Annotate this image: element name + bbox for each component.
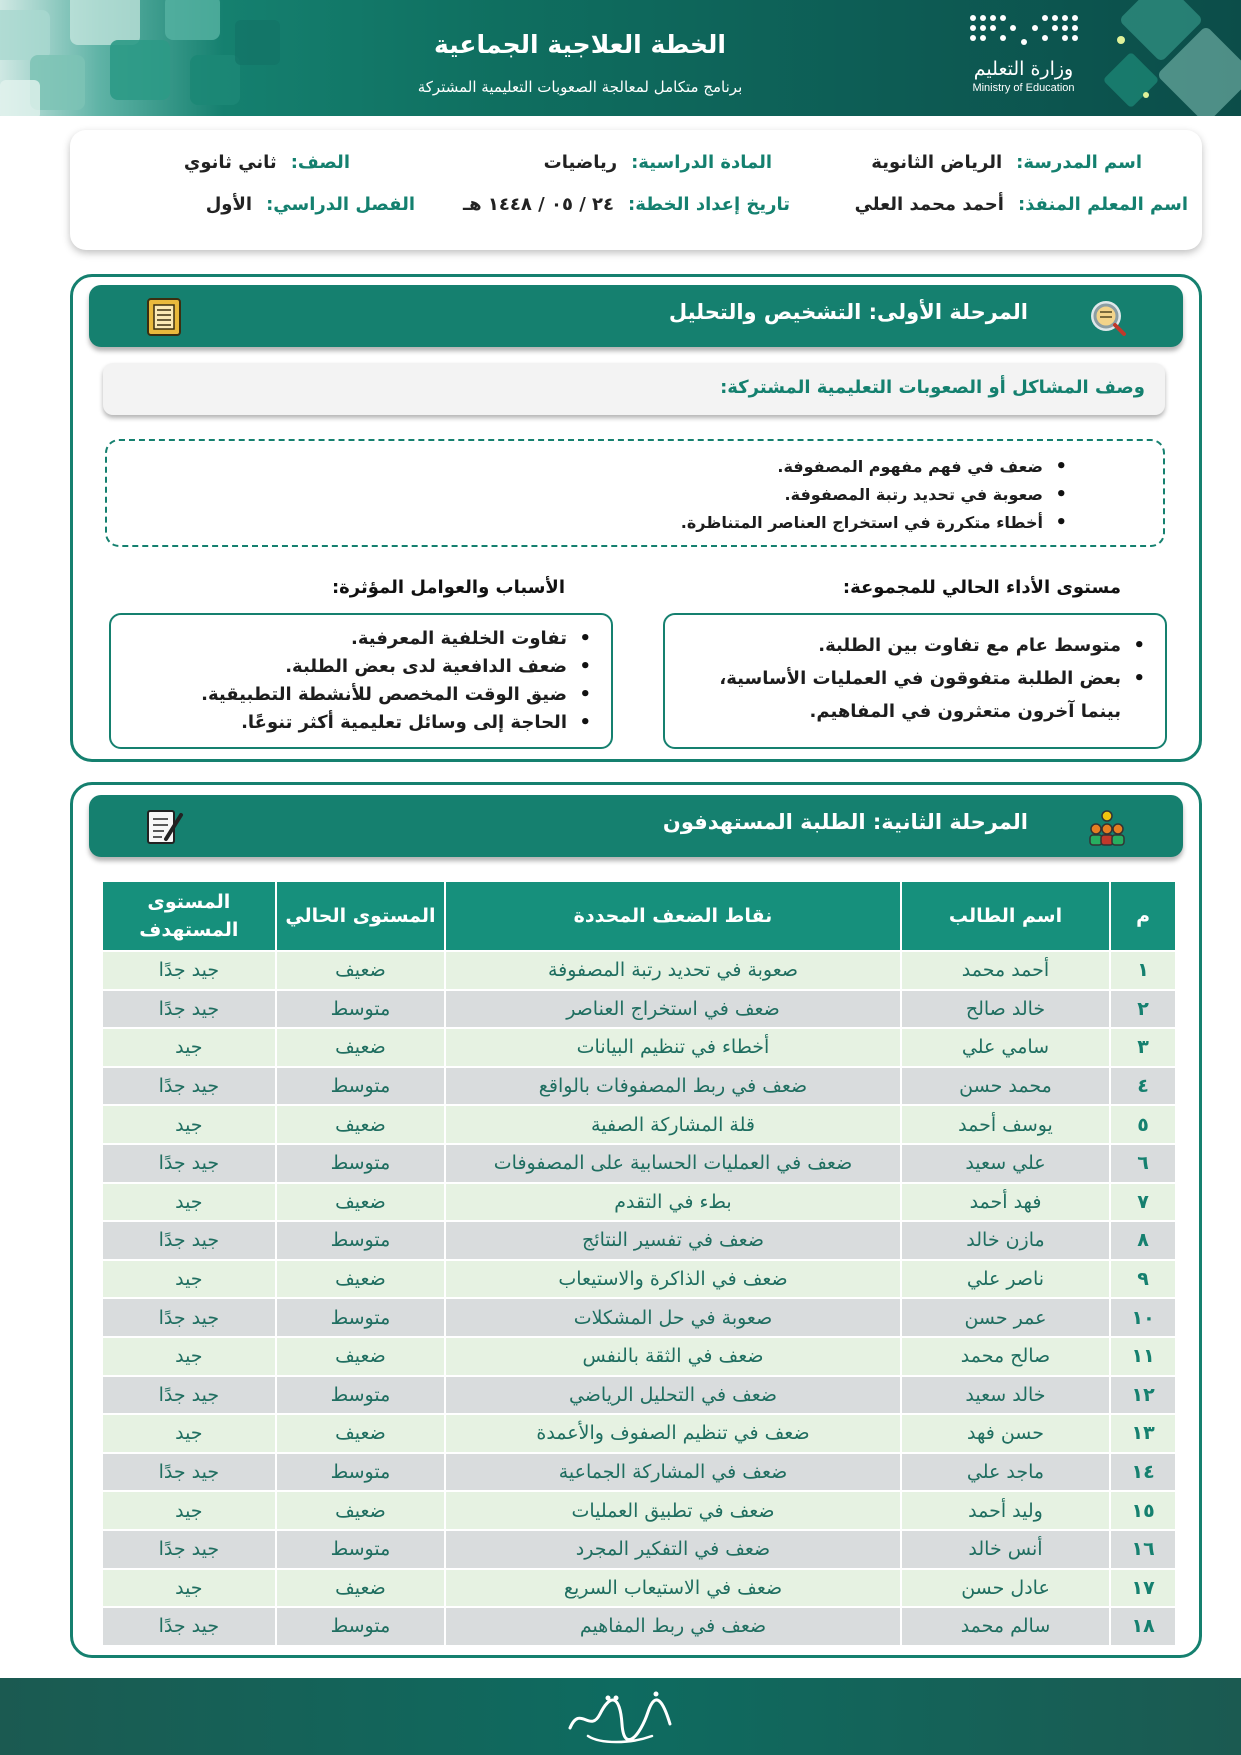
weakness: قلة المشاركة الصفية: [445, 1105, 901, 1144]
current-level: متوسط: [276, 990, 446, 1029]
table-row: [102, 1144, 1176, 1183]
row-number: ٢: [1110, 990, 1176, 1029]
cause-item: • ضيق الوقت المخصص للأنشطة التطبيقية.: [201, 681, 595, 709]
target-level: جيد جدًا: [102, 1298, 276, 1337]
weakness: صعوبة في تحديد رتبة المصفوفة: [445, 951, 901, 990]
current-level: متوسط: [276, 1453, 446, 1492]
enjazi-calligraphy-logo: [560, 1684, 680, 1748]
phase2-title: المرحلة الثانية: الطلبة المستهدفون: [662, 810, 1028, 834]
weakness: ضعف في الثقة بالنفس: [445, 1337, 901, 1376]
col-current-level: المستوى الحالي: [276, 881, 446, 951]
col-student-name: اسم الطالب: [901, 881, 1110, 951]
problems-heading: وصف المشاكل أو الصعوبات التعليمية المشتركة:: [720, 377, 1145, 398]
row-number: ٤: [1110, 1067, 1176, 1106]
table-row: [102, 1298, 1176, 1337]
term-value: الأول: [205, 194, 253, 215]
performance-item: • متوسط عام مع تفاوت بين الطلبة.: [689, 629, 1149, 662]
current-level: متوسط: [276, 1144, 446, 1183]
ministry-name-ar: وزارة التعليم: [973, 58, 1074, 80]
current-level: ضعيف: [276, 1028, 446, 1067]
page-title: الخطة العلاجية الجماعية: [434, 30, 726, 59]
table-row: [102, 1530, 1176, 1569]
row-number: ١: [1110, 951, 1176, 990]
table-row: [102, 1569, 1176, 1608]
weakness: ضعف في العمليات الحسابية على المصفوفات: [445, 1144, 901, 1183]
row-number: ٧: [1110, 1183, 1176, 1222]
problems-list: [681, 453, 1071, 537]
table-row: [102, 1221, 1176, 1260]
cause-item: • الحاجة إلى وسائل تعليمية أكثر تنوعًا.: [201, 709, 595, 737]
student-name: أحمد محمد: [901, 951, 1110, 990]
target-level: جيد جدًا: [102, 1453, 276, 1492]
student-name: أنس خالد: [901, 1530, 1110, 1569]
ministry-name-en: Ministry of Education: [972, 82, 1075, 94]
student-name: سالم محمد: [901, 1607, 1110, 1646]
target-level: جيد جدًا: [102, 1376, 276, 1415]
table-row: [102, 1491, 1176, 1530]
performance-item: • بعض الطلبة متفوقون في العمليات الأساسية، بينما آخرون متعثرون في المفاهيم.: [689, 662, 1149, 728]
phase1-title: المرحلة الأولى: التشخيص والتحليل: [668, 300, 1028, 324]
weakness: بطء في التقدم: [445, 1183, 901, 1222]
subject-info: [544, 152, 772, 173]
target-level: جيد: [102, 1491, 276, 1530]
table-row: [102, 990, 1176, 1029]
target-level: جيد جدًا: [102, 1607, 276, 1646]
date-value: ٢٤ / ٠٥ / ١٤٤٨ هـ: [462, 194, 615, 215]
magnifier-document-icon: [1086, 297, 1128, 339]
students-table: [101, 880, 1177, 1647]
target-level: جيد جدًا: [102, 1221, 276, 1260]
target-level: جيد: [102, 1260, 276, 1299]
weakness: ضعف في الاستيعاب السريع: [445, 1569, 901, 1608]
row-number: ٨: [1110, 1221, 1176, 1260]
teacher-value: أحمد محمد العلي: [854, 194, 1004, 215]
row-number: ٦: [1110, 1144, 1176, 1183]
student-name: يوسف أحمد: [901, 1105, 1110, 1144]
row-number: ١٥: [1110, 1491, 1176, 1530]
current-level: ضعيف: [276, 1414, 446, 1453]
student-name: صالح محمد: [901, 1337, 1110, 1376]
row-number: ١١: [1110, 1337, 1176, 1376]
student-name: عمر حسن: [901, 1298, 1110, 1337]
student-name: ناصر علي: [901, 1260, 1110, 1299]
row-number: ١٣: [1110, 1414, 1176, 1453]
row-number: ٣: [1110, 1028, 1176, 1067]
date-label: تاريخ إعداد الخطة:: [628, 194, 790, 215]
current-level: ضعيف: [276, 1183, 446, 1222]
teacher-info: [855, 194, 1188, 215]
current-level: ضعيف: [276, 1569, 446, 1608]
student-name: مازن خالد: [901, 1221, 1110, 1260]
weakness: ضعف في ربط المفاهيم: [445, 1607, 901, 1646]
target-level: جيد جدًا: [102, 1144, 276, 1183]
weakness: ضعف في تفسير النتائج: [445, 1221, 901, 1260]
weakness: ضعف في تنظيم الصفوف والأعمدة: [445, 1414, 901, 1453]
subject-label: المادة الدراسية:: [631, 152, 772, 173]
table-row: [102, 1105, 1176, 1144]
performance-heading: مستوى الأداء الحالي للمجموعة:: [842, 577, 1121, 598]
weakness: ضعف في الذاكرة والاستيعاب: [445, 1260, 901, 1299]
page-subtitle: برنامج متكامل لمعالجة الصعوبات التعليمية المشتركة: [417, 78, 743, 96]
student-name: عادل حسن: [901, 1569, 1110, 1608]
page-footer: [0, 1678, 1241, 1755]
weakness: ضعف في التحليل الرياضي: [445, 1376, 901, 1415]
weakness: صعوبة في حل المشكلات: [445, 1298, 901, 1337]
weakness: ضعف في ربط المصفوفات بالواقع: [445, 1067, 901, 1106]
current-level: متوسط: [276, 1298, 446, 1337]
weakness: ضعف في تطبيق العمليات: [445, 1491, 901, 1530]
target-level: جيد: [102, 1028, 276, 1067]
ministry-logo: [956, 12, 1091, 107]
grade-value: ثاني ثانوي: [183, 152, 277, 173]
current-level: متوسط: [276, 1221, 446, 1260]
weakness: ضعف في التفكير المجرد: [445, 1530, 901, 1569]
student-name: سامي علي: [901, 1028, 1110, 1067]
student-name: محمد حسن: [901, 1067, 1110, 1106]
ministry-dots-icon: [965, 12, 1083, 48]
target-level: جيد جدًا: [102, 1530, 276, 1569]
weakness: ضعف في المشاركة الجماعية: [445, 1453, 901, 1492]
table-row: [102, 1607, 1176, 1646]
current-level: ضعيف: [276, 1105, 446, 1144]
target-level: جيد جدًا: [102, 990, 276, 1029]
table-row: [102, 1376, 1176, 1415]
student-name: خالد صالح: [901, 990, 1110, 1029]
teacher-label: اسم المعلم المنفذ:: [1017, 194, 1188, 215]
problems-heading-box: [103, 363, 1165, 415]
table-row: [102, 1453, 1176, 1492]
grade-label: الصف:: [290, 152, 350, 173]
table-row: [102, 1028, 1176, 1067]
phase2-panel: [70, 782, 1202, 1658]
school-label: اسم المدرسة:: [1016, 152, 1142, 173]
phase1-header-bar: [89, 285, 1183, 347]
target-level: جيد: [102, 1414, 276, 1453]
current-level: ضعيف: [276, 1260, 446, 1299]
col-target-level: المستوى المستهدف: [102, 881, 276, 951]
causes-list: [201, 625, 595, 737]
row-number: ١٨: [1110, 1607, 1176, 1646]
problem-item: • ضعف في فهم مفهوم المصفوفة.: [681, 453, 1071, 481]
row-number: ١٢: [1110, 1376, 1176, 1415]
causes-heading: الأسباب والعوامل المؤثرة:: [331, 577, 565, 598]
students-group-icon: [1086, 807, 1128, 849]
phase2-header-bar: [89, 795, 1183, 857]
row-number: ١٤: [1110, 1453, 1176, 1492]
table-row: [102, 1067, 1176, 1106]
date-info: [463, 194, 790, 215]
decorative-tiles-left: [0, 0, 300, 116]
current-level: متوسط: [276, 1530, 446, 1569]
target-level: جيد جدًا: [102, 951, 276, 990]
school-info: [871, 152, 1142, 173]
notepad-pen-icon: [144, 807, 184, 847]
table-row: [102, 1183, 1176, 1222]
col-weaknesses: نقاط الضعف المحددة: [445, 881, 901, 951]
target-level: جيد جدًا: [102, 1067, 276, 1106]
decorative-tiles-right: [1091, 0, 1241, 116]
weakness: أخطاء في تنظيم البيانات: [445, 1028, 901, 1067]
current-level: ضعيف: [276, 1337, 446, 1376]
current-level: ضعيف: [276, 951, 446, 990]
row-number: ١٧: [1110, 1569, 1176, 1608]
performance-list: [689, 629, 1149, 728]
problem-item: • صعوبة في تحديد رتبة المصفوفة.: [681, 481, 1071, 509]
notebook-icon: [144, 297, 184, 337]
student-name: وليد أحمد: [901, 1491, 1110, 1530]
performance-box: [663, 613, 1167, 749]
weakness: ضعف في استخراج العناصر: [445, 990, 901, 1029]
table-header-row: [102, 881, 1176, 951]
term-info: [206, 194, 415, 215]
subject-value: رياضيات: [543, 152, 618, 173]
cause-item: • تفاوت الخلفية المعرفية.: [201, 625, 595, 653]
table-row: [102, 951, 1176, 990]
target-level: جيد: [102, 1337, 276, 1376]
current-level: ضعيف: [276, 1491, 446, 1530]
student-name: خالد سعيد: [901, 1376, 1110, 1415]
row-number: ٥: [1110, 1105, 1176, 1144]
row-number: ١٦: [1110, 1530, 1176, 1569]
target-level: جيد: [102, 1183, 276, 1222]
row-number: ٩: [1110, 1260, 1176, 1299]
table-row: [102, 1260, 1176, 1299]
student-name: حسن فهد: [901, 1414, 1110, 1453]
current-level: متوسط: [276, 1067, 446, 1106]
causes-box: [109, 613, 613, 749]
phase1-panel: [70, 274, 1202, 762]
plan-info-card: [70, 130, 1202, 250]
student-name: فهد أحمد: [901, 1183, 1110, 1222]
school-value: الرياض الثانوية: [871, 152, 1003, 173]
cause-item: • ضعف الدافعية لدى بعض الطلبة.: [201, 653, 595, 681]
current-level: متوسط: [276, 1376, 446, 1415]
table-row: [102, 1337, 1176, 1376]
student-name: ماجد علي: [901, 1453, 1110, 1492]
col-number: م: [1110, 881, 1176, 951]
target-level: جيد: [102, 1569, 276, 1608]
grade-info: [184, 152, 350, 173]
term-label: الفصل الدراسي:: [266, 194, 415, 215]
student-name: علي سعيد: [901, 1144, 1110, 1183]
current-level: متوسط: [276, 1607, 446, 1646]
page-header: [0, 0, 1241, 116]
problem-item: • أخطاء متكررة في استخراج العناصر المتناظرة.: [681, 509, 1071, 537]
table-row: [102, 1414, 1176, 1453]
target-level: جيد: [102, 1105, 276, 1144]
problems-box: [105, 439, 1165, 547]
row-number: ١٠: [1110, 1298, 1176, 1337]
